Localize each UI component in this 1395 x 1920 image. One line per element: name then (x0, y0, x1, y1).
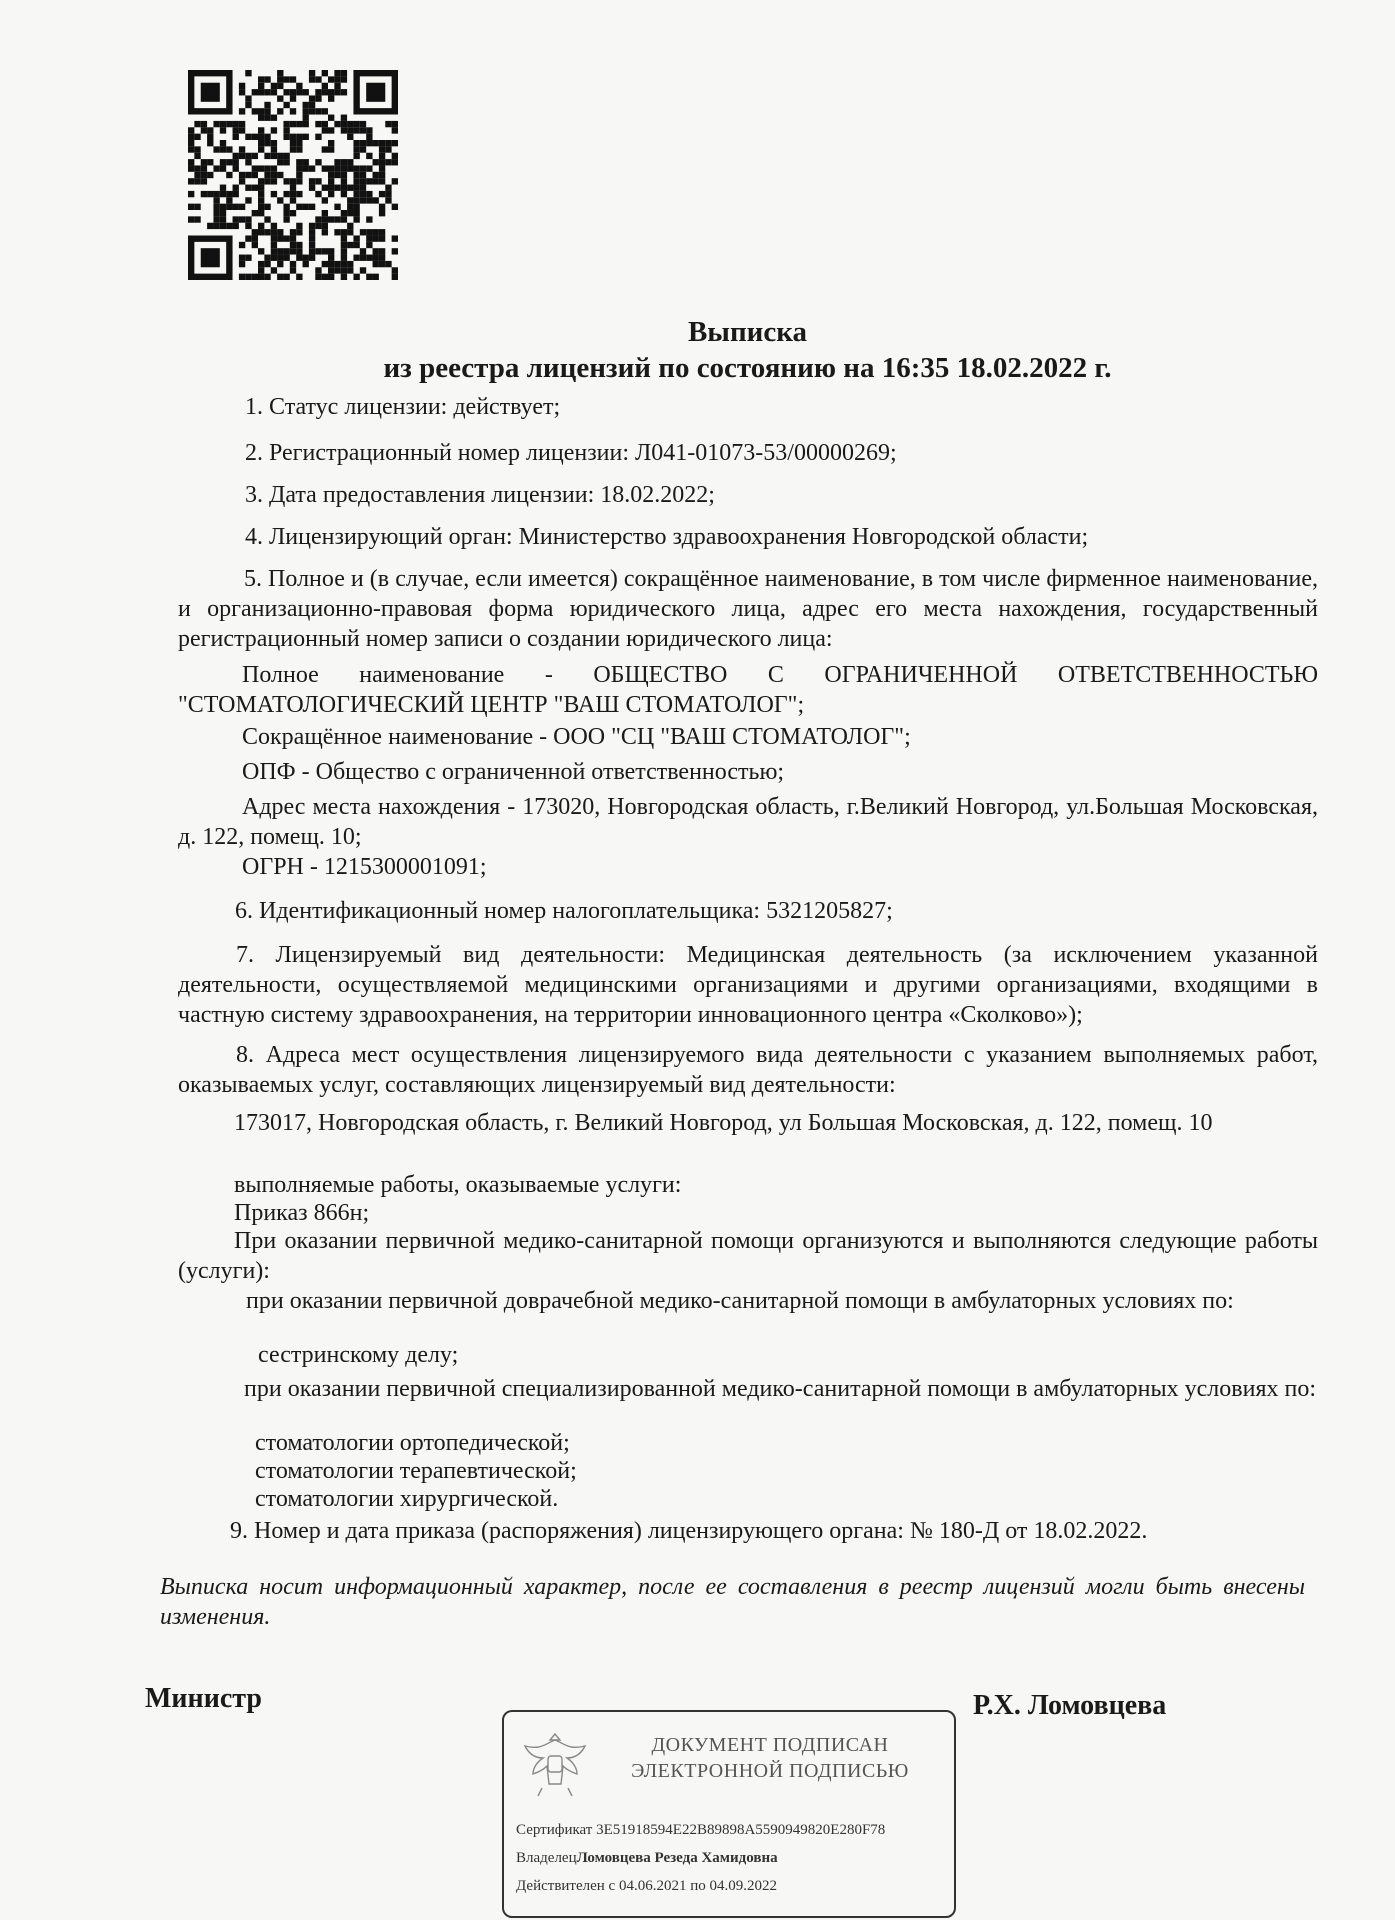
item-7-activity: 7. Лицензируемый вид деятельности: Медицинская деятельность (за исключением указанной деятельности, осуществляемой медицинскими организациями и другими организациями, входящими в частную систему здравоохранения, на территории инновационного центра «Сколково»); (178, 942, 1318, 1028)
item-2-reg-number: 2. Регистрационный номер лицензии: Л041-01073-53/00000269; (245, 440, 897, 466)
stamp-line-1: ДОКУМЕНТ ПОДПИСАН (651, 1734, 889, 1756)
item-8-places: 8. Адреса мест осуществления лицензируемого вида деятельности с указанием выполняемых работ, оказываемых услуг, составляющих лицензируемый вид деятельности: (178, 1042, 1318, 1098)
service-therapeutic: стоматологии терапевтической; (255, 1458, 577, 1484)
e-signature-stamp (502, 1710, 956, 1918)
coat-of-arms-icon (520, 1726, 590, 1800)
works-label: выполняемые работы, оказываемые услуги: (234, 1172, 682, 1198)
full-name: Полное наименование - ОБЩЕСТВО С ОГРАНИЧЕННОЙ ОТВЕТСТВЕННОСТЬЮ "СТОМАТОЛОГИЧЕСКИЙ ЦЕНТР "ВАШ СТОМАТОЛОГ"; (178, 662, 1318, 718)
qr-code (188, 70, 398, 280)
item-9-order: 9. Номер и дата приказа (распоряжения) лицензирующего органа: № 180-Д от 18.02.2022. (230, 1518, 1148, 1544)
opf: ОПФ - Общество с ограниченной ответственностью; (242, 759, 785, 785)
place-address: 173017, Новгородская область, г. Великий Новгород, ул Большая Московская, д. 122, помещ. 10 (234, 1110, 1213, 1136)
order-866n: Приказ 866н; (234, 1200, 370, 1226)
item-1-status: 1. Статус лицензии: действует; (245, 394, 561, 420)
stamp-validity: Действителен с 04.06.2021 по 04.09.2022 (516, 1878, 777, 1894)
item-5-name-header: 5. Полное и (в случае, если имеется) сокращённое наименование, в том числе фирменное наименование, и организационно-правовая форма юридического лица, адрес его места нахождения, государственный регистрационный номер записи о создании юридического лица: (178, 566, 1318, 652)
nursing: сестринскому делу; (258, 1342, 459, 1368)
item-4-authority: 4. Лицензирующий орган: Министерство здравоохранения Новгородской области; (245, 524, 1089, 550)
legal-address: Адрес места нахождения - 173020, Новгородская область, г.Великий Новгород, ул.Большая Московская, д. 122, помещ. 10; (178, 794, 1318, 850)
service-surgical: стоматологии хирургической. (255, 1486, 559, 1512)
signer-title: Министр (145, 1683, 262, 1714)
stamp-line-2: ЭЛЕКТРОННОЙ ПОДПИСЬЮ (631, 1760, 909, 1782)
primary-care: При оказании первичной медико-санитарной помощи организуются и выполняются следующие работы (услуги): (178, 1228, 1318, 1284)
item-6-inn: 6. Идентификационный номер налогоплательщика: 5321205827; (235, 898, 893, 924)
specialized-care: при оказании первичной специализированной медико-санитарной помощи в амбулаторных условиях по: (244, 1376, 1317, 1402)
item-3-date: 3. Дата предоставления лицензии: 18.02.2022; (245, 482, 715, 508)
document-subtitle: из реестра лицензий по состоянию на 16:35 18.02.2022 г. (383, 352, 1112, 384)
disclaimer-note: Выписка носит информационный характер, после ее составления в реестр лицензий могли быть внесены изменения. (160, 1574, 1305, 1630)
document-title: Выписка (687, 316, 808, 348)
stamp-owner: ВладелецЛомовцева Резеда Хамидовна (516, 1850, 778, 1866)
signer-name: Р.Х. Ломовцева (973, 1690, 1167, 1721)
service-orthopedic: стоматологии ортопедической; (255, 1430, 570, 1456)
short-name: Сокращённое наименование - ООО "СЦ "ВАШ СТОМАТОЛОГ"; (242, 724, 911, 750)
ogrn: ОГРН - 1215300001091; (242, 854, 487, 880)
pre-doctor-care: при оказании первичной доврачебной медико-санитарной помощи в амбулаторных условиях по: (246, 1288, 1234, 1314)
stamp-certificate: Сертификат 3E51918594E22B89898A5590949820E280F78 (516, 1822, 886, 1838)
